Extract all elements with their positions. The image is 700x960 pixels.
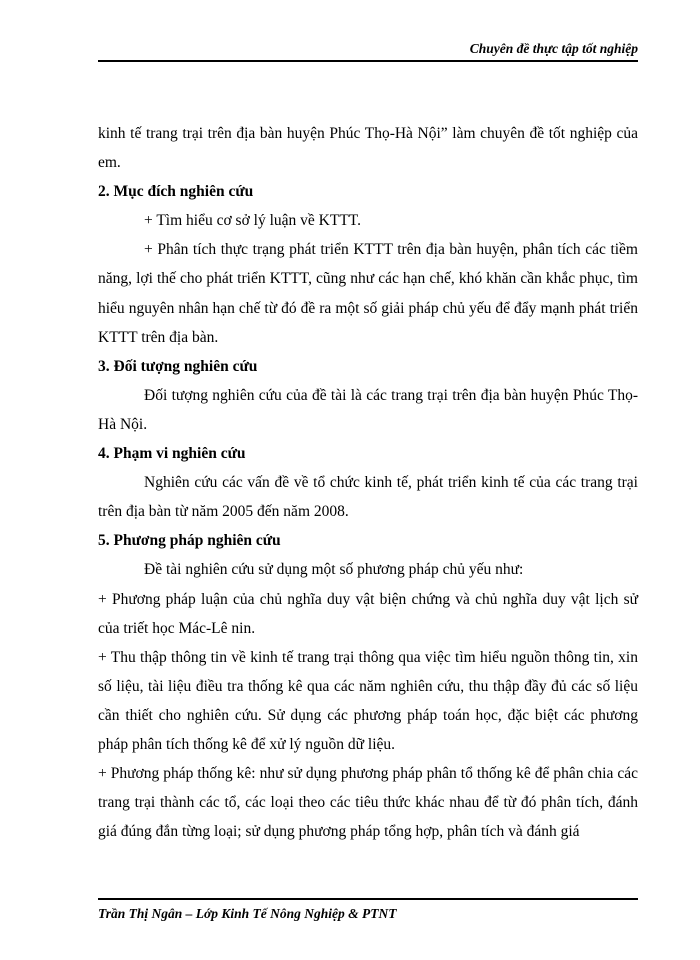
section-5-item-2: + Thu thập thông tin về kinh tế trang trại thông qua việc tìm hiểu nguồn thông tin, xin số liệu, tài liệu điều tra thống kê qua các năm nghiên cứu, thu thập đầy đủ các số liệu cần thiết cho nghiên cứu. Sử dụng các phương pháp toán học, đặc biệt các phương pháp phân tích thống kê để xử lý nguồn dữ liệu. xyxy=(98,648,638,753)
section-5-item-3: + Phương pháp thống kê: như sử dụng phương pháp phân tổ thống kê để phân chia các trang trại thành các tổ, các loại theo các tiêu thức khác nhau để từ đó phân tích, đánh giá đúng đắn từng loại; sử dụng phương pháp tổng hợp, phân tích và đánh giá xyxy=(98,765,638,841)
section-3-heading: 3. Đối tượng nghiên cứu xyxy=(98,357,258,375)
header-rule xyxy=(98,60,638,62)
running-header-title: Chuyên đề thực tập tốt nghiệp xyxy=(469,41,638,56)
section-3-paragraph: Đối tượng nghiên cứu của đề tài là các trang trại trên địa bàn huyện Phúc Thọ-Hà Nội. xyxy=(98,386,638,433)
section-4-heading: 4. Phạm vi nghiên cứu xyxy=(98,445,246,463)
section-5-item-1: + Phương pháp luận của chủ nghĩa duy vật biện chứng và chủ nghĩa duy vật lịch sử của triết học Mác-Lê nin. xyxy=(98,590,638,637)
intro-paragraph: kinh tế trang trại trên địa bàn huyện Phúc Thọ-Hà Nội” làm chuyên đề tốt nghiệp của em. xyxy=(98,125,638,172)
section-2-heading: 2. Mục đích nghiên cứu xyxy=(98,183,254,201)
section-5-intro: Đề tài nghiên cứu sử dụng một số phương pháp chủ yếu như: xyxy=(144,561,524,579)
footer-rule xyxy=(98,898,638,900)
section-4-paragraph: Nghiên cứu các vấn đề về tổ chức kinh tế, phát triển kinh tế của các trang trại trên địa bàn từ năm 2005 đến năm 2008. xyxy=(98,474,638,521)
page-body xyxy=(98,119,638,846)
section-2-item-2: + Phân tích thực trạng phát triển KTTT trên địa bàn huyện, phân tích các tiềm năng, lợi thế cho phát triển KTTT, cũng như các hạn chế, khó khăn cần khắc phục, tìm hiểu nguyên nhân hạn chế từ đó đề ra một số giải pháp chủ yếu để đẩy mạnh phát triển KTTT trên địa bàn. xyxy=(98,241,638,346)
running-footer-author: Trần Thị Ngân – Lớp Kinh Tế Nông Nghiệp & PTNT xyxy=(98,906,397,921)
section-5-heading: 5. Phương pháp nghiên cứu xyxy=(98,532,281,550)
section-2-item-1: + Tìm hiểu cơ sở lý luận về KTTT. xyxy=(144,212,361,230)
